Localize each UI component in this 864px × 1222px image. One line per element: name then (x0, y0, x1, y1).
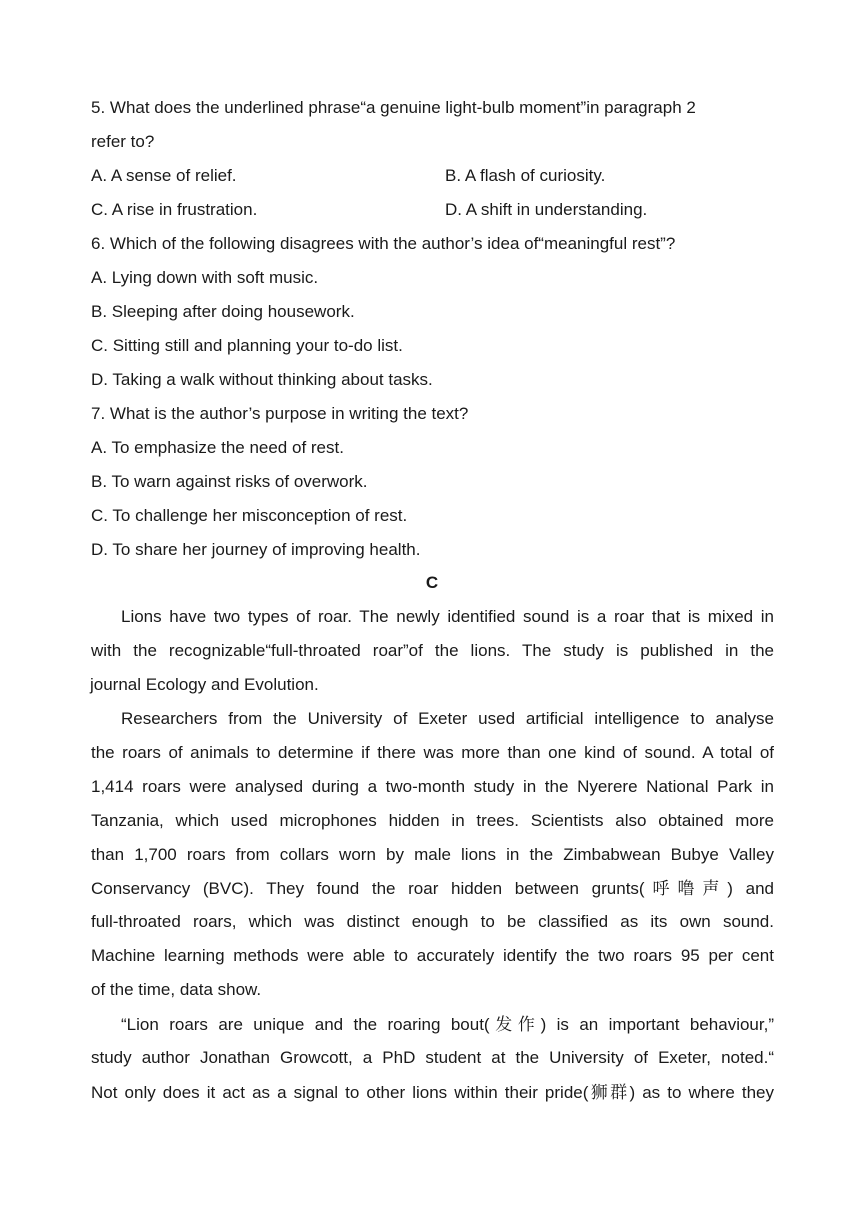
passage-p2-line4: Tanzania, which used microphones hidden in trees. Scientists also obtained more (91, 811, 774, 830)
passage-p2-line8: Machine learning methods were able to accurately identify the two roars 95 per cent (91, 946, 774, 965)
section-heading: C (425, 573, 439, 592)
question-5-option-d: D. A shift in understanding. (445, 200, 648, 219)
question-6-option-b: B. Sleeping after doing housework. (91, 302, 355, 321)
passage-p2-line3: 1,414 roars were analysed during a two-month study in the Nyerere National Park in (91, 777, 774, 796)
passage-p1-line1: Lions have two types of roar. The newly identified sound is a roar that is mixed in (121, 607, 774, 626)
question-5-stem-line1: 5. What does the underlined phrase“a genuine light-bulb moment”in paragraph 2 (91, 98, 696, 117)
passage-p2-line1: Researchers from the University of Exeter used artificial intelligence to analyse (121, 709, 774, 728)
question-7-option-b: B. To warn against risks of overwork. (91, 472, 368, 491)
question-6-option-c: C. Sitting still and planning your to-do list. (91, 336, 403, 355)
question-6-stem: 6. Which of the following disagrees with the author’s idea of“meaningful rest”? (91, 234, 676, 253)
question-7-stem: 7. What is the author’s purpose in writing the text? (91, 404, 469, 423)
question-7-option-c: C. To challenge her misconception of rest. (91, 506, 408, 525)
passage-p3-line3: Not only does it act as a signal to other lions within their pride(狮群) as to where they (91, 1083, 774, 1102)
passage-p2-line2: the roars of animals to determine if there was more than one kind of sound. A total of (91, 743, 774, 762)
passage-p2-line9: of the time, data show. (91, 980, 262, 999)
question-5-option-b: B. A flash of curiosity. (445, 166, 606, 185)
passage-p3-line2: study author Jonathan Growcott, a PhD student at the University of Exeter, noted.“ (91, 1048, 774, 1067)
passage-p1-line2: with the recognizable“full-throated roar”of the lions. The study is published in the (91, 641, 774, 660)
passage-p2-line6: Conservancy (BVC). They found the roar hidden between grunts(呼噜声) and (91, 879, 774, 898)
question-6-option-d: D. Taking a walk without thinking about tasks. (91, 370, 433, 389)
question-7-option-d: D. To share her journey of improving health. (91, 540, 421, 559)
question-5-stem-line2: refer to? (91, 132, 155, 151)
question-5-option-a: A. A sense of relief. (91, 166, 237, 185)
passage-p1-line3: journal Ecology and Evolution. (90, 675, 319, 694)
passage-p2-line5: than 1,700 roars from collars worn by male lions in the Zimbabwean Bubye Valley (91, 845, 774, 864)
passage-p2-line7: full-throated roars, which was distinct enough to be classified as its own sound. (91, 912, 774, 931)
question-5-option-c: C. A rise in frustration. (91, 200, 258, 219)
question-6-option-a: A. Lying down with soft music. (91, 268, 319, 287)
question-7-option-a: A. To emphasize the need of rest. (91, 438, 344, 457)
passage-p3-line1: “Lion roars are unique and the roaring bout(发作) is an important behaviour,” (121, 1015, 774, 1034)
